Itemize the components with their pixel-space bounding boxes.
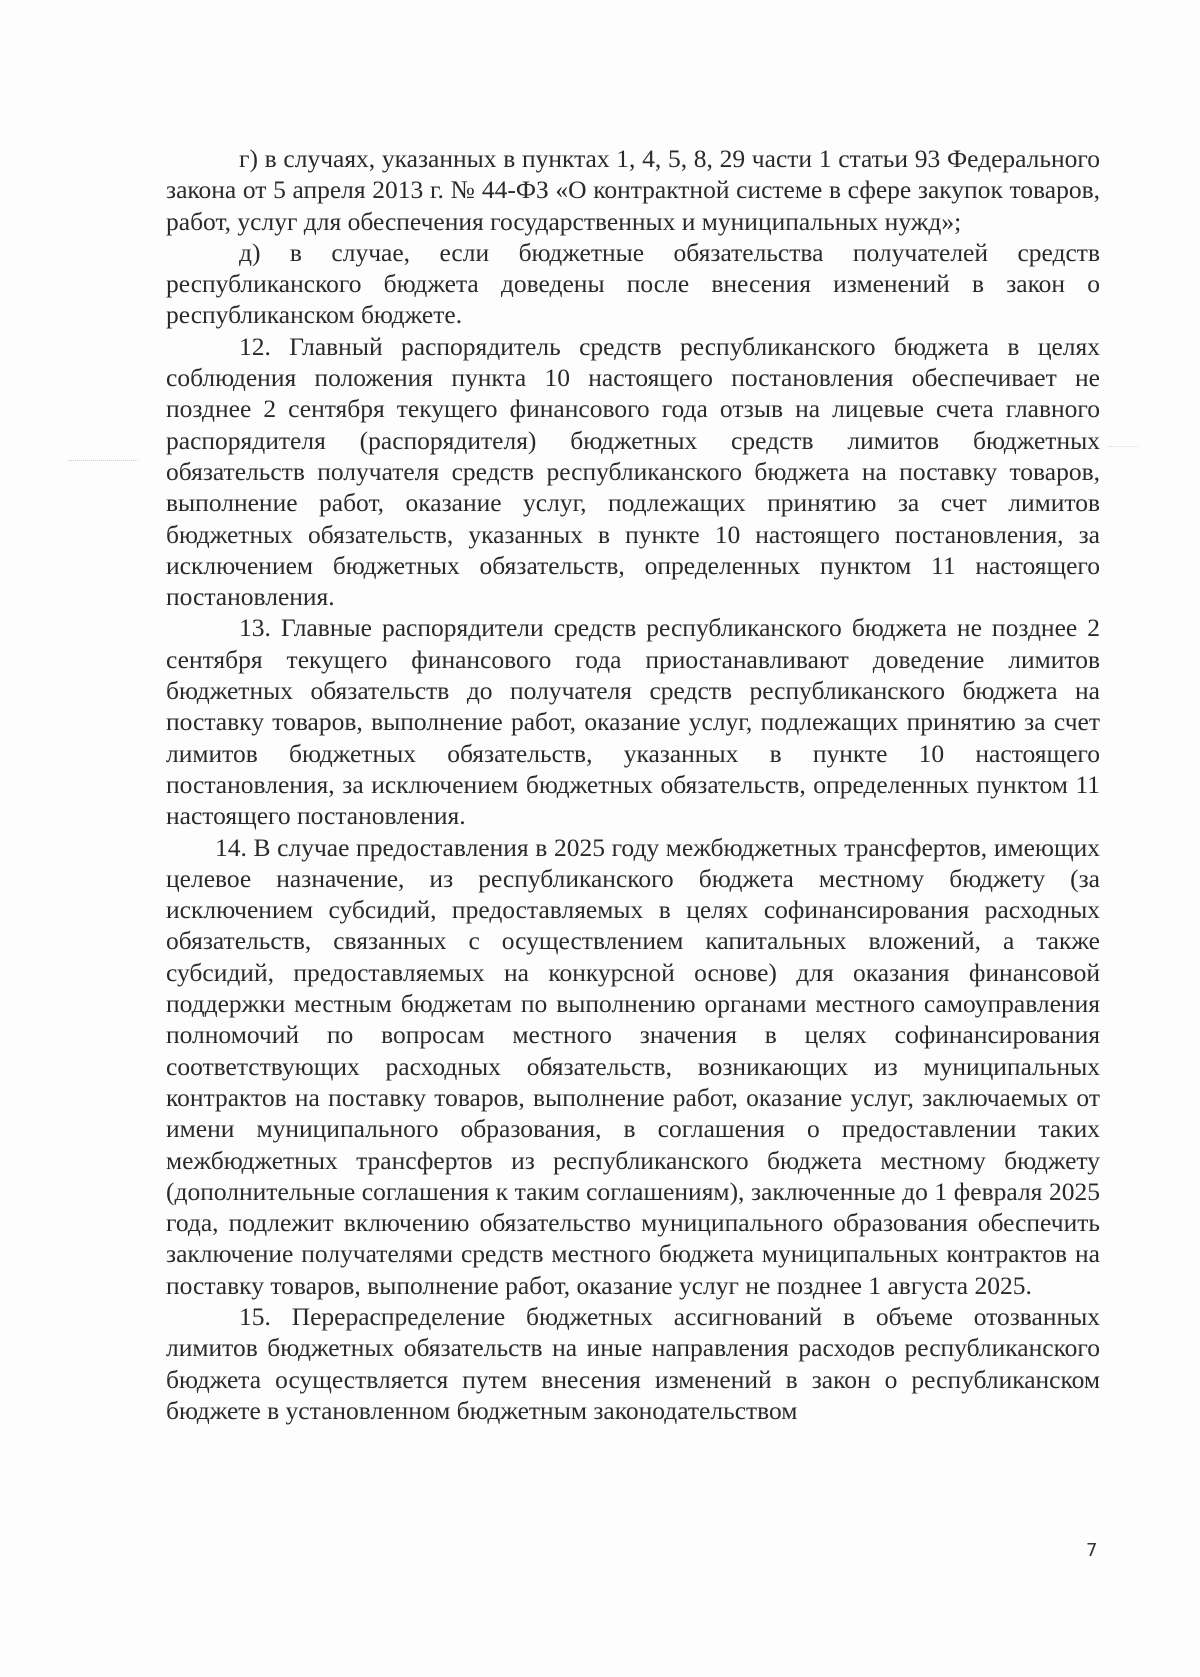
paragraph-clause-13: 13. Главные распорядители средств республиканского бюджета не позднее 2 сентября текущего финансового года приостанавливают доведение лимитов бюджетных обязательств до получателя средств республиканского бюджета на поставку товаров, выполнение работ, оказание услуг, подлежащих принятию за счет лимитов бюджетных обязательств, указанных в пункте 10 настоящего постановления, за исключением бюджетных обязательств, определенных пунктом 11 настоящего постановления.: [166, 613, 1100, 831]
paragraph-item-d: д) в случае, если бюджетные обязательства получателей средств республиканского бюджета доведены после внесения изменений в закон о республиканском бюджете.: [166, 237, 1100, 330]
paragraph-item-g: г) в случаях, указанных в пунктах 1, 4, 5, 8, 29 части 1 статьи 93 Федерального закона от 5 апреля 2013 г. № 44-ФЗ «О контрактной системе в сфере закупок товаров, работ, услуг для обеспечения государственных и муниципальных нужд»;: [166, 144, 1100, 236]
paragraph-clause-12: 12. Главный распорядитель средств республиканского бюджета в целях соблюдения положения пункта 10 настоящего постановления обеспечивает не позднее 2 сентября текущего финансового года отзыв на лицевые счета главного распорядителя (распорядителя) бюджетных средств лимитов бюджетных обязательств получателя средств республиканского бюджета на поставку товаров, выполнение работ, оказание услуг, подлежащих принятию за счет лимитов бюджетных обязательств, указанных в пункте 10 настоящего постановления, за исключением бюджетных обязательств, определенных пунктом 11 настоящего постановления.: [166, 331, 1100, 612]
page-number: 7: [1086, 1540, 1098, 1561]
scan-artifact: [1108, 446, 1138, 448]
document-body: [166, 143, 1100, 1426]
paragraph-clause-15: 15. Перераспределение бюджетных ассигнований в объеме отозванных лимитов бюджетных обязательств на иные направления расходов республиканского бюджета осуществляется путем внесения изменений в закон о республиканском бюджете в установленном бюджетным законодательством: [166, 1301, 1100, 1425]
scan-artifact: [68, 460, 138, 462]
paragraph-clause-14: 14. В случае предоставления в 2025 году межбюджетных трансфертов, имеющих целевое назначение, из республиканского бюджета местному бюджету (за исключением субсидий, предоставляемых в целях софинансирования расходных обязательств, связанных с осуществлением капитальных вложений, а также субсидий, предоставляемых на конкурсной основе) для оказания финансовой поддержки местным бюджетам по выполнению органами местного самоуправления полномочий по вопросам местного значения в целях софинансирования соответствующих расходных обязательств, возникающих из муниципальных контрактов на поставку товаров, выполнение работ, оказание услуг, заключаемых от имени муниципального образования, в соглашения о предоставлении таких межбюджетных трансфертов из республиканского бюджета местному бюджету (дополнительные соглашения к таким соглашениям), заключенные до 1 февраля 2025 года, подлежит включению обязательство муниципального образования обеспечить заключение получателями средств местного бюджета муниципальных контрактов на поставку товаров, выполнение работ, оказание услуг не позднее 1 августа 2025.: [166, 832, 1100, 1300]
